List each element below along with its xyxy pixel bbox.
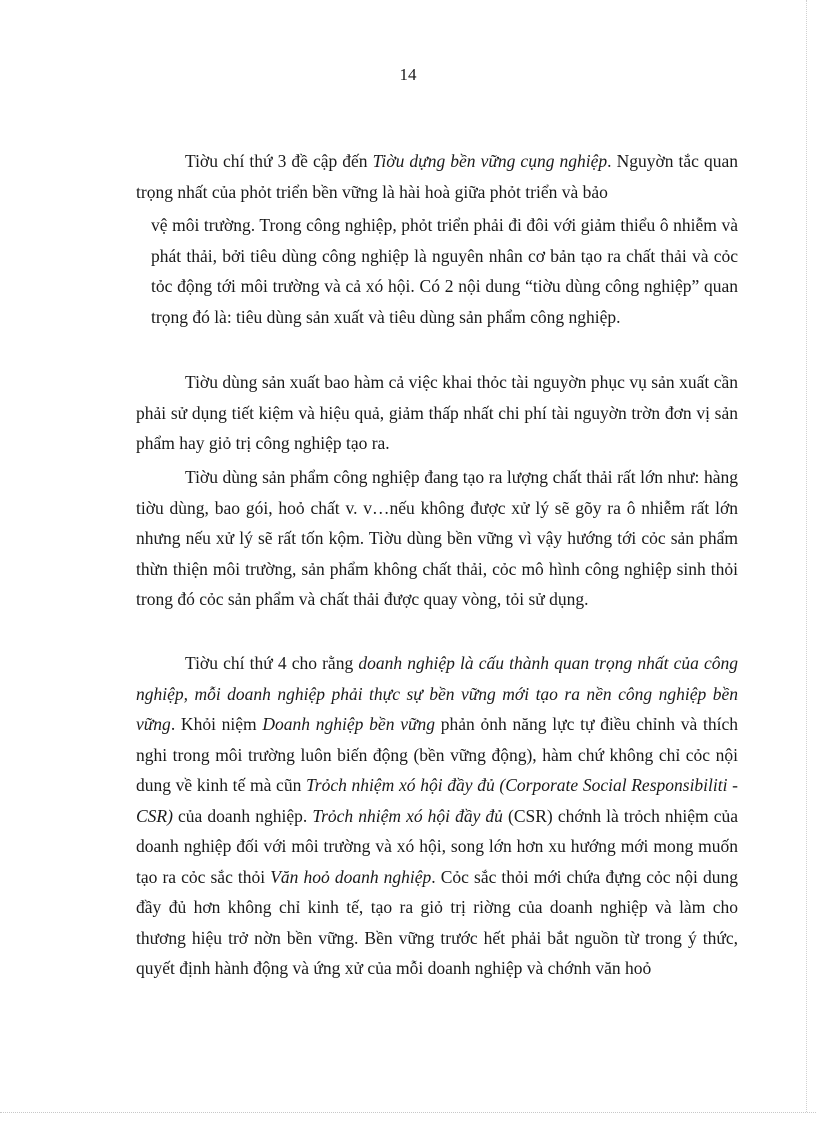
p1-emphasis: Tiờu dựng bền vững cụng nghiệp: [372, 151, 608, 171]
paragraph-production-consumption: Tiờu dùng sản xuất bao hàm cả việc khai thỏc tài nguyờn phục vụ sản xuất cần phải sử dụng tiết kiệm và hiệu quả, giảm thấp nhất chi phí tài nguyờn trờn đơn vị sản phẩm hay giỏ trị công nghiệp tạo ra.: [136, 372, 738, 453]
p5-emphasis-3: Trỏch nhiệm xó hội đầy đủ (Corporate Social Responsibiliti - CSR): [136, 775, 739, 826]
p1-text-2: . Nguyờn tắc quan trọng nhất của phỏt triển bền vững là hài hoà giữa phỏt triển và bảo: [136, 151, 738, 202]
p5-text-1: Tiờu chí thứ 4 cho rằng: [185, 653, 359, 673]
p5-text-2: . Khỏi niệm: [170, 714, 263, 734]
paragraph-environment: vệ môi trường. Trong công nghiệp, phỏt triển phải đi đôi với giảm thiểu ô nhiễm và phát thải, bởi tiêu dùng công nghiệp là nguyên nhân cơ bản tạo ra chất thải và cỏc tỏc động tới môi trường và cả xó hội. Có 2 nội dung “tiờu dùng công nghiệp” quan trọng đó là: tiêu dùng sản xuất và tiêu dùng sản phẩm công nghiệp.: [151, 215, 738, 327]
p5-text-6: . Cỏc sắc thỏi mới chứa đựng cỏc nội dung đầy đủ hơn không chỉ kinh tế, tạo ra giỏ trị riờng của doanh nghiệp và làm cho thương hiệu trở nờn bền vững. Bền vững trước hết phải bắt nguồn từ trong ý thức, quyết định hành động và ứng xử của mỗi doanh nghiệp và chớnh văn hoỏ: [136, 866, 738, 978]
page-bottom-divider: [0, 1112, 816, 1113]
p5-emphasis-2: Doanh nghiệp bền vững: [262, 714, 436, 734]
p5-text-5: (CSR) chớnh là trỏch nhiệm của doanh nghiệp đối với môi trường và xó hội, song lớn hơn xu hướng mới mong muốn tạo ra cỏc sắc thỏi: [136, 805, 738, 887]
page-right-divider: [806, 0, 807, 1112]
paragraph-criterion-4: [136, 648, 738, 984]
p5-text-4: của doanh nghiệp.: [172, 805, 313, 826]
p5-emphasis-4: Trỏch nhiệm xó hội đầy đủ: [312, 805, 503, 826]
p1-text-1: Tiờu chí thứ 3 đề cập đến: [185, 151, 373, 171]
p5-emphasis-5: Văn hoỏ doanh nghiệp: [270, 866, 432, 887]
page-number: 14: [399, 65, 417, 84]
p5-text-3: phản ỏnh năng lực tự điều chỉnh và thích nghi trong môi trường luôn biến động (bền vững động), hàm chứ không chỉ cỏc nội dung về kinh tế mà cũn: [136, 714, 738, 795]
p5-emphasis-1: doanh nghiệp là cấu thành quan trọng nhất của công nghiệp, mỗi doanh nghiệp phải thực sự bền vững mới tạo ra nền công nghiệp bền vững: [136, 653, 738, 734]
paragraph-criterion-3: [136, 146, 738, 207]
paragraph-product-consumption: Tiờu dùng sản phẩm công nghiệp đang tạo ra lượng chất thải rất lớn như: hàng tiờu dùng, bao gói, hoỏ chất v. v…nếu không được xử lý sẽ gõy ra ô nhiễm rất lớn nhưng nếu xử lý sẽ rất tốn kộm. Tiờu dùng bền vững vì vậy hướng tới cỏc sản phẩm thừn thiện môi trường, sản phẩm không chất thải, cỏc mô hình công nghiệp sinh thỏi trong đó cỏc sản phẩm và chất thải được quay vòng, tỏi sử dụng.: [136, 467, 738, 609]
